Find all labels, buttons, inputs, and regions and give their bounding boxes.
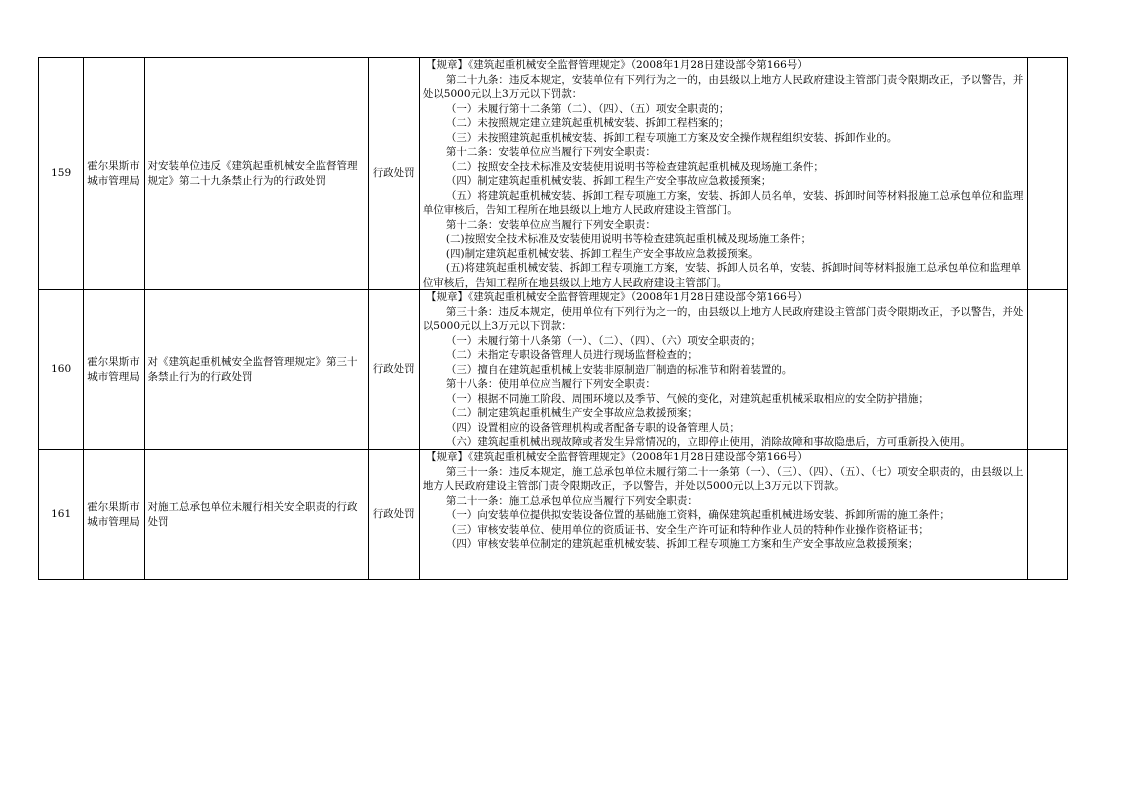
remarks-cell bbox=[1027, 58, 1067, 290]
legal-basis-text bbox=[420, 290, 1027, 449]
legal-basis-text bbox=[420, 58, 1027, 289]
row-number: 160 bbox=[39, 290, 84, 450]
table-row bbox=[39, 450, 1068, 580]
basis-paragraph: (五)将建筑起重机械安装、拆卸工程专项施工方案，安装、拆卸人员名单，安装、拆卸时间等材料报施工总承包单位和监理单位审核后，告知工程所在地县级以上地方人民政府建设主管部门。 bbox=[422, 262, 1022, 289]
basis-paragraph: 第十二条：安装单位应当履行下列安全职责： bbox=[445, 146, 656, 158]
basis-paragraph: （四）审核安装单位制定的建筑起重机械安装、拆卸工程专项施工方案和生产安全事故应急救援预案； bbox=[445, 538, 919, 550]
basis-paragraph: （二）未按照规定建立建筑起重机械安装、拆卸工程档案的； bbox=[445, 117, 730, 129]
department-cell: 霍尔果斯市城市管理局 bbox=[84, 450, 144, 580]
penalty-type-cell: 行政处罚 bbox=[368, 58, 419, 290]
remarks-cell bbox=[1027, 450, 1067, 580]
basis-paragraph: 第三十一条：违反本规定，施工总承包单位未履行第二十一条第（一）、（三）、（四）、（五）、（七）项安全职责的，由县级以上地方人民政府建设主管部门责令限期改正，予以警告，并处以5000元以上3万元以下罚款。 bbox=[422, 465, 1024, 492]
basis-paragraph: (二)按照安全技术标准及安装使用说明书等检查建筑起重机械及现场施工条件； bbox=[445, 233, 812, 245]
row-number: 161 bbox=[39, 450, 84, 580]
basis-paragraph: （二）制定建筑起重机械生产安全事故应急救援预案； bbox=[445, 407, 698, 419]
penalty-item-cell: 对《建筑起重机械安全监督管理规定》第三十条禁止行为的行政处罚 bbox=[144, 290, 368, 450]
basis-paragraph: (四)制定建筑起重机械安装、拆卸工程生产安全事故应急救援预案。 bbox=[445, 247, 759, 260]
penalty-type-cell: 行政处罚 bbox=[368, 450, 419, 580]
basis-paragraph: （一）向安装单位提供拟安装设备位置的基础施工资料，确保建筑起重机械进场安装、拆卸所需的施工条件； bbox=[445, 509, 950, 521]
basis-paragraph: （一）未履行第十二条第（二）、（四）、（五）项安全职责的； bbox=[445, 102, 730, 115]
basis-paragraph: （二）按照安全技术标准及安装使用说明书等检查建筑起重机械及现场施工条件； bbox=[445, 160, 824, 173]
basis-paragraph: （一）未履行第十八条第（一）、（二）、（四）、（六）项安全职责的； bbox=[445, 334, 761, 347]
basis-paragraph: （四）制定建筑起重机械安装、拆卸工程生产安全事故应急救援预案； bbox=[445, 175, 772, 187]
basis-paragraph: （三）未按照建筑起重机械安装、拆卸工程专项施工方案及安全操作规程组织安装、拆卸作业的。 bbox=[445, 131, 898, 144]
basis-paragraph: 【规章】《建筑起重机械安全监督管理规定》（2008年1月28日建设部令第166号） bbox=[425, 451, 808, 463]
basis-paragraph: 第十二条：安装单位应当履行下列安全职责： bbox=[445, 218, 656, 231]
basis-paragraph: 【规章】《建筑起重机械安全监督管理规定》（2008年1月28日建设部令第166号） bbox=[425, 291, 808, 303]
penalty-item-cell: 对施工总承包单位未履行相关安全职责的行政处罚 bbox=[144, 450, 368, 580]
basis-paragraph: 第二十九条：违反本规定，安装单位有下列行为之一的，由县级以上地方人民政府建设主管部门责令限期改正，予以警告，并处以5000元以上3万元以下罚款： bbox=[422, 73, 1024, 100]
table-row bbox=[39, 58, 1068, 290]
table-row bbox=[39, 290, 1068, 450]
row-number: 159 bbox=[39, 58, 84, 290]
penalty-item-cell: 对安装单位违反《建筑起重机械安全监督管理规定》第二十九条禁止行为的行政处罚 bbox=[144, 58, 368, 290]
penalty-table bbox=[38, 57, 1068, 580]
basis-paragraph: （六）建筑起重机械出现故障或者发生异常情况的，立即停止使用，消除故障和事故隐患后，方可重新投入使用。 bbox=[445, 436, 971, 448]
legal-basis-text bbox=[420, 450, 1027, 579]
basis-paragraph: （三）审核安装单位、使用单位的资质证书、安全生产许可证和特种作业人员的特种作业操作资格证书； bbox=[445, 523, 929, 536]
legal-basis-cell bbox=[419, 450, 1027, 580]
penalty-type-cell: 行政处罚 bbox=[368, 290, 419, 450]
basis-paragraph: 第二十一条：施工总承包单位应当履行下列安全职责： bbox=[445, 494, 698, 507]
basis-paragraph: （二）未指定专职设备管理人员进行现场监督检查的； bbox=[445, 349, 698, 361]
department-cell: 霍尔果斯市城市管理局 bbox=[84, 58, 144, 290]
basis-paragraph: 第十八条：使用单位应当履行下列安全职责： bbox=[445, 378, 656, 390]
basis-paragraph: （一）根据不同施工阶段、周围环境以及季节、气候的变化，对建筑起重机械采取相应的安全防护措施； bbox=[445, 392, 929, 405]
table-body bbox=[39, 58, 1068, 580]
basis-paragraph: （三）擅自在建筑起重机械上安装非原制造厂制造的标准节和附着装置的。 bbox=[445, 363, 793, 376]
basis-paragraph: 第三十条：违反本规定，使用单位有下列行为之一的，由县级以上地方人民政府建设主管部门责令限期改正，予以警告，并处以5000元以上3万元以下罚款： bbox=[422, 305, 1024, 332]
basis-paragraph: 【规章】《建筑起重机械安全监督管理规定》（2008年1月28日建设部令第166号） bbox=[425, 59, 808, 71]
legal-basis-cell bbox=[419, 58, 1027, 290]
legal-basis-cell bbox=[419, 290, 1027, 450]
department-cell: 霍尔果斯市城市管理局 bbox=[84, 290, 144, 450]
basis-paragraph: （四）设置相应的设备管理机构或者配备专职的设备管理人员； bbox=[445, 421, 740, 434]
remarks-cell bbox=[1027, 290, 1067, 450]
basis-paragraph: （五）将建筑起重机械安装、拆卸工程专项施工方案，安装、拆卸人员名单，安装、拆卸时间等材料报施工总承包单位和监理单位审核后，告知工程所在地县级以上地方人民政府建设主管部门。 bbox=[422, 189, 1024, 216]
